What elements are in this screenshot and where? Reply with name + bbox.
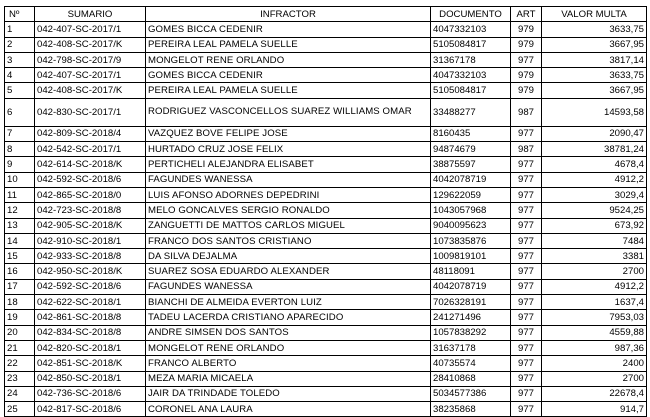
sumario-cell: 042-817-SC-2018/6 [35, 402, 146, 417]
infractor-cell: VAZQUEZ BOVE FELIPE JOSE [146, 126, 431, 141]
infractor-cell: MEZA MARIA MICAELA [146, 371, 431, 386]
documento-cell: 1057838292 [431, 325, 511, 340]
valor-multa-cell: 2400 [542, 356, 647, 371]
table-row [5, 356, 647, 371]
table-row [5, 279, 647, 294]
row-number: 18 [5, 295, 35, 310]
row-number: 1 [5, 22, 35, 37]
valor-multa-cell: 3633,75 [542, 22, 647, 37]
row-number: 11 [5, 187, 35, 202]
row-number: 3 [5, 52, 35, 67]
art-cell: 977 [511, 340, 542, 355]
infractor-cell: DA SILVA DEJALMA [146, 249, 431, 264]
infractor-cell: HURTADO CRUZ JOSE FELIX [146, 142, 431, 157]
table-row [5, 126, 647, 141]
infractor-cell: TADEU LACERDA CRISTIANO APARECIDO [146, 310, 431, 325]
documento-cell: 38875597 [431, 157, 511, 172]
valor-multa-cell: 2700 [542, 371, 647, 386]
documento-cell: 1009819101 [431, 249, 511, 264]
documento-cell: 31637178 [431, 340, 511, 355]
art-cell: 977 [511, 310, 542, 325]
documento-cell: 5034577386 [431, 386, 511, 401]
sumario-cell: 042-933-SC-2018/8 [35, 249, 146, 264]
row-number: 8 [5, 142, 35, 157]
infractor-cell: ZANGUETTI DE MATTOS CARLOS MIGUEL [146, 218, 431, 233]
row-number: 10 [5, 172, 35, 187]
art-cell: 977 [511, 157, 542, 172]
row-number: 13 [5, 218, 35, 233]
row-number: 2 [5, 37, 35, 52]
table-row [5, 340, 647, 355]
infractor-cell: PEREIRA LEAL PAMELA SUELLE [146, 83, 431, 98]
table-row [5, 325, 647, 340]
infractor-cell: LUIS AFONSO ADORNES DEPEDRINI [146, 187, 431, 202]
documento-cell: 129622059 [431, 187, 511, 202]
row-number: 4 [5, 68, 35, 83]
documento-cell: 4042078719 [431, 279, 511, 294]
art-cell: 977 [511, 295, 542, 310]
valor-multa-cell: 4912,2 [542, 279, 647, 294]
sumario-cell: 042-408-SC-2017/K [35, 83, 146, 98]
art-cell: 977 [511, 371, 542, 386]
documento-cell: 94874679 [431, 142, 511, 157]
sumario-cell: 042-809-SC-2018/4 [35, 126, 146, 141]
row-number: 15 [5, 249, 35, 264]
sumario-cell: 042-950-SC-2018/K [35, 264, 146, 279]
infractions-table [4, 6, 647, 417]
table-row [5, 187, 647, 202]
valor-multa-cell: 3817,14 [542, 52, 647, 67]
valor-multa-cell: 3029,4 [542, 187, 647, 202]
table-row [5, 52, 647, 67]
valor-multa-cell: 4678,4 [542, 157, 647, 172]
header-num: Nº [5, 7, 35, 22]
valor-multa-cell: 4559,88 [542, 325, 647, 340]
art-cell: 977 [511, 187, 542, 202]
valor-multa-cell: 3667,95 [542, 83, 647, 98]
sumario-cell: 042-798-SC-2017/9 [35, 52, 146, 67]
documento-cell: 38235868 [431, 402, 511, 417]
documento-cell: 4042078719 [431, 172, 511, 187]
art-cell: 977 [511, 279, 542, 294]
infractor-cell: FAGUNDES WANESSA [146, 279, 431, 294]
valor-multa-cell: 2090,47 [542, 126, 647, 141]
infractor-cell: MONGELOT RENE ORLANDO [146, 340, 431, 355]
sumario-cell: 042-834-SC-2018/8 [35, 325, 146, 340]
art-cell: 977 [511, 402, 542, 417]
sumario-cell: 042-820-SC-2018/1 [35, 340, 146, 355]
valor-multa-cell: 3667,95 [542, 37, 647, 52]
sumario-cell: 042-592-SC-2018/6 [35, 172, 146, 187]
infractor-cell: FRANCO DOS SANTOS CRISTIANO [146, 233, 431, 248]
table-row [5, 203, 647, 218]
row-number: 22 [5, 356, 35, 371]
art-cell: 977 [511, 386, 542, 401]
infractor-cell: FRANCO ALBERTO [146, 356, 431, 371]
header-art: ART [511, 7, 542, 22]
table-row [5, 68, 647, 83]
sumario-cell: 042-614-SC-2018/K [35, 157, 146, 172]
documento-cell: 1073835876 [431, 233, 511, 248]
valor-multa-cell: 2700 [542, 264, 647, 279]
valor-multa-cell: 4912,2 [542, 172, 647, 187]
sumario-cell: 042-861-SC-2018/8 [35, 310, 146, 325]
sumario-cell: 042-723-SC-2018/8 [35, 203, 146, 218]
documento-cell: 28410868 [431, 371, 511, 386]
row-number: 14 [5, 233, 35, 248]
art-cell: 977 [511, 249, 542, 264]
art-cell: 979 [511, 37, 542, 52]
valor-multa-cell: 3633,75 [542, 68, 647, 83]
sumario-cell: 042-408-SC-2017/K [35, 37, 146, 52]
table-row [5, 402, 647, 417]
sumario-cell: 042-542-SC-2017/1 [35, 142, 146, 157]
art-cell: 977 [511, 356, 542, 371]
infractor-cell: BIANCHI DE ALMEIDA EVERTON LUIZ [146, 295, 431, 310]
infractor-cell: PERTICHELI ALEJANDRA ELISABET [146, 157, 431, 172]
row-number: 20 [5, 325, 35, 340]
row-number: 9 [5, 157, 35, 172]
art-cell: 977 [511, 325, 542, 340]
row-number: 17 [5, 279, 35, 294]
art-cell: 979 [511, 68, 542, 83]
valor-multa-cell: 9524,25 [542, 203, 647, 218]
infractor-cell: JAIR DA TRINDADE TOLEDO [146, 386, 431, 401]
row-number: 21 [5, 340, 35, 355]
sumario-cell: 042-736-SC-2018/6 [35, 386, 146, 401]
header-row [5, 7, 647, 22]
header-valor-multa: VALOR MULTA [542, 7, 647, 22]
art-cell: 977 [511, 172, 542, 187]
documento-cell: 241271496 [431, 310, 511, 325]
table-row [5, 172, 647, 187]
row-number: 12 [5, 203, 35, 218]
documento-cell: 31367178 [431, 52, 511, 67]
sumario-cell: 042-830-SC-2017/1 [35, 98, 146, 126]
art-cell: 977 [511, 218, 542, 233]
infractor-cell: SUAREZ SOSA EDUARDO ALEXANDER [146, 264, 431, 279]
row-number: 16 [5, 264, 35, 279]
documento-cell: 9040095623 [431, 218, 511, 233]
infractor-cell: RODRIGUEZ VASCONCELLOS SUAREZ WILLIAMS OMAR [146, 98, 431, 126]
infractor-cell: GOMES BICCA CEDENIR [146, 68, 431, 83]
table-row [5, 386, 647, 401]
valor-multa-cell: 7953,03 [542, 310, 647, 325]
row-number: 23 [5, 371, 35, 386]
table-row [5, 264, 647, 279]
sumario-cell: 042-865-SC-2018/0 [35, 187, 146, 202]
valor-multa-cell: 3381 [542, 249, 647, 264]
valor-multa-cell: 38781,24 [542, 142, 647, 157]
art-cell: 979 [511, 83, 542, 98]
art-cell: 987 [511, 98, 542, 126]
row-number: 24 [5, 386, 35, 401]
sumario-cell: 042-622-SC-2018/1 [35, 295, 146, 310]
sumario-cell: 042-592-SC-2018/6 [35, 279, 146, 294]
sumario-cell: 042-905-SC-2018/K [35, 218, 146, 233]
header-infractor: INFRACTOR [146, 7, 431, 22]
sumario-cell: 042-910-SC-2018/1 [35, 233, 146, 248]
art-cell: 979 [511, 22, 542, 37]
valor-multa-cell: 14593,58 [542, 98, 647, 126]
infractor-cell: MELO GONCALVES SERGIO RONALDO [146, 203, 431, 218]
table-row [5, 249, 647, 264]
table-row [5, 83, 647, 98]
sumario-cell: 042-407-SC-2017/1 [35, 22, 146, 37]
art-cell: 977 [511, 52, 542, 67]
valor-multa-cell: 7484 [542, 233, 647, 248]
table-row [5, 295, 647, 310]
infractor-cell: GOMES BICCA CEDENIR [146, 22, 431, 37]
row-number: 6 [5, 98, 35, 126]
valor-multa-cell: 1637,4 [542, 295, 647, 310]
header-sumario: SUMARIO [35, 7, 146, 22]
documento-cell: 8160435 [431, 126, 511, 141]
infractor-cell: MONGELOT RENE ORLANDO [146, 52, 431, 67]
art-cell: 977 [511, 126, 542, 141]
valor-multa-cell: 914,7 [542, 402, 647, 417]
documento-cell: 1043057968 [431, 203, 511, 218]
table-row [5, 233, 647, 248]
infractor-cell: ANDRE SIMSEN DOS SANTOS [146, 325, 431, 340]
documento-cell: 4047332103 [431, 68, 511, 83]
header-documento: DOCUMENTO [431, 7, 511, 22]
valor-multa-cell: 673,92 [542, 218, 647, 233]
row-number: 19 [5, 310, 35, 325]
art-cell: 977 [511, 264, 542, 279]
documento-cell: 4047332103 [431, 22, 511, 37]
documento-cell: 33488277 [431, 98, 511, 126]
art-cell: 977 [511, 233, 542, 248]
art-cell: 977 [511, 203, 542, 218]
row-number: 7 [5, 126, 35, 141]
documento-cell: 5105084817 [431, 37, 511, 52]
sumario-cell: 042-851-SC-2018/K [35, 356, 146, 371]
valor-multa-cell: 987,36 [542, 340, 647, 355]
infractor-cell: CORONEL ANA LAURA [146, 402, 431, 417]
valor-multa-cell: 22678,4 [542, 386, 647, 401]
art-cell: 987 [511, 142, 542, 157]
table-row [5, 157, 647, 172]
table-row [5, 142, 647, 157]
row-number: 5 [5, 83, 35, 98]
table-row [5, 310, 647, 325]
documento-cell: 7026328191 [431, 295, 511, 310]
table-row [5, 371, 647, 386]
documento-cell: 40735574 [431, 356, 511, 371]
row-number: 25 [5, 402, 35, 417]
sumario-cell: 042-407-SC-2017/1 [35, 68, 146, 83]
infractor-cell: FAGUNDES WANESSA [146, 172, 431, 187]
documento-cell: 5105084817 [431, 83, 511, 98]
table-row [5, 98, 647, 126]
table-row [5, 218, 647, 233]
table-row [5, 22, 647, 37]
documento-cell: 48118091 [431, 264, 511, 279]
table-row [5, 37, 647, 52]
infractor-cell: PEREIRA LEAL PAMELA SUELLE [146, 37, 431, 52]
sumario-cell: 042-850-SC-2018/1 [35, 371, 146, 386]
